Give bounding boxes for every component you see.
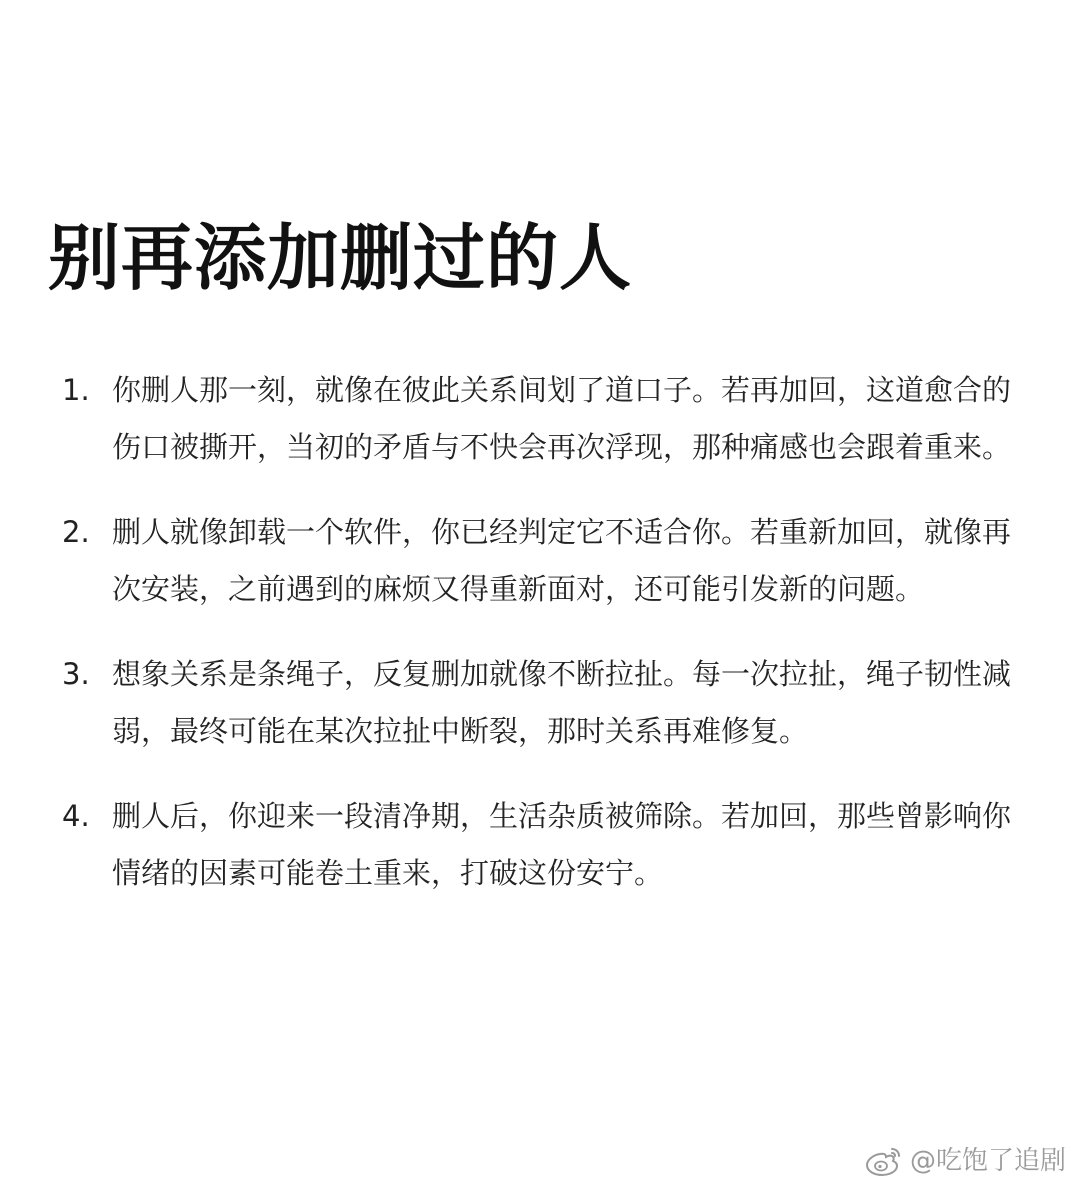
list-item-1 <box>0 362 1080 476</box>
list-item-2 <box>0 504 1080 618</box>
list-number: 3. <box>62 657 90 691</box>
list-text: 删人就像卸载一个软件，你已经判定它不适合你。若重新加回，就像再次安装，之前遇到的麻烦又得重新面对，还可能引发新的问题。 <box>112 515 1012 606</box>
list-number: 1. <box>62 373 90 407</box>
list-item-4 <box>0 788 1080 902</box>
weibo-watermark <box>864 1144 1066 1178</box>
watermark-text: @吃饱了追剧 <box>909 1146 1066 1176</box>
list-text: 删人后，你迎来一段清净期，生活杂质被筛除。若加回，那些曾影响你情绪的因素可能卷土重来，打破这份安宁。 <box>112 799 1012 890</box>
list-number: 4. <box>62 799 90 833</box>
point-list <box>0 362 1080 930</box>
list-text: 你删人那一刻，就像在彼此关系间划了道口子。若再加回，这道愈合的伤口被撕开，当初的矛盾与不快会再次浮现，那种痛感也会跟着重来。 <box>112 373 1012 464</box>
page-title: 别再添加删过的人 <box>48 216 633 300</box>
list-number: 2. <box>62 515 90 549</box>
list-text: 想象关系是条绳子，反复删加就像不断拉扯。每一次拉扯，绳子韧性减弱，最终可能在某次拉扯中断裂，那时关系再难修复。 <box>112 657 1012 748</box>
list-item-3 <box>0 646 1080 760</box>
weibo-icon <box>864 1144 904 1178</box>
